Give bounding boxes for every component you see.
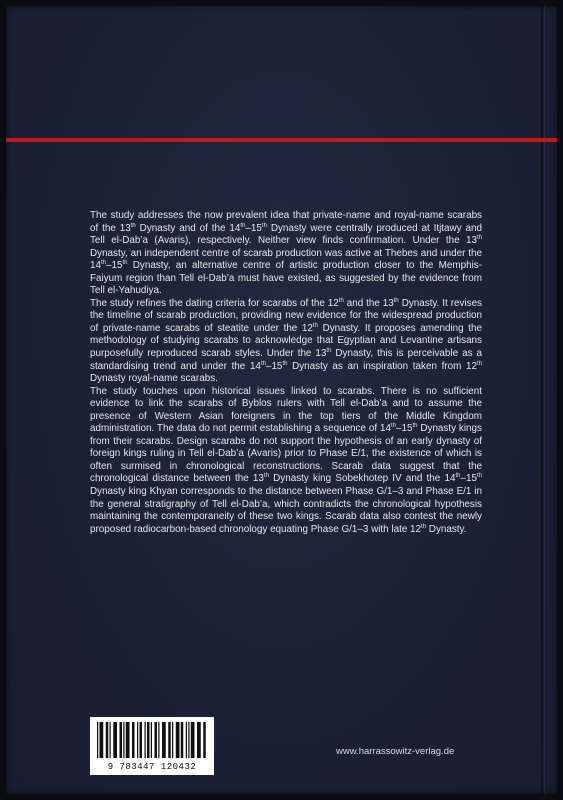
isbn-number: 9 783447 120432 (107, 762, 197, 772)
blurb-paragraph: The study addresses the now prevalent idea that private-name and royal-name scarabs of the 13th Dynasty and of the 14th–15th Dynasty were centrally produced at Itjtawy and Tell el-Dab’a (Avaris), respectively. Neither view finds confirmation. Under the 13th Dynasty, an independent centre of scarab production was active at Thebes and under the 14th–15th Dynasty, an alternative centre of artistic production closer to the Memphis-Faiyum region than Tell el-Dab’a must have existed, as suggested by the evidence from Tell el-Yahudiya. (90, 210, 482, 297)
blurb-text (90, 210, 482, 536)
book-back-cover (6, 6, 557, 794)
blurb-paragraph: The study touches upon historical issues linked to scarabs. There is no sufficient evidence to link the scarabs of Byblos rulers with Tell el-Dab’a and to assume the presence of Western Asian foreigners in the top tiers of the Middle Kingdom administration. The data do not permit establishing a sequence of 14th–15th Dynasty kings from their scarabs. Design scarabs do not support the hypothesis of an early dynasty of foreign kings ruling in Tell el-Dab’a (Avaris) prior to Phase E/1, the existence of which is often surmised in chronological reconstructions. Scarab data suggest that the chronological distance between the 13th Dynasty king Sobekhotep IV and the 14th–15th Dynasty king Khyan corresponds to the distance between Phase G/1–3 and Phase E/1 in the general stratigraphy of Tell el-Dab’a, which contradicts the chronological hypothesis maintaining the contemporaneity of these two kings. Scarab data also contest the newly proposed radiocarbon-based chronology equating Phase G/1–3 with late 12th Dynasty. (90, 385, 482, 535)
blurb-paragraph: The study refines the dating criteria for scarabs of the 12th and the 13th Dynasty. It revises the timeline of scarab production, providing new evidence for the widespread production of private-name scarabs of steatite under the 12th Dynasty. It proposes amending the methodology of studying scarabs to acknowledge that Egyptian and Levantine artisans purposefully reproduced scarab styles. Under the 13th Dynasty, this is perceivable as a standardising trend and under the 14th–15th Dynasty as an inspiration taken from 12th Dynasty royal-name scarabs. (90, 297, 482, 385)
isbn-barcode (90, 717, 214, 775)
barcode-bars (97, 722, 207, 758)
spine-edge (541, 6, 543, 794)
spine-highlight (544, 6, 545, 794)
publisher-website: www.harrassowitz-verlag.de (336, 746, 455, 757)
red-accent-stripe (6, 138, 557, 142)
